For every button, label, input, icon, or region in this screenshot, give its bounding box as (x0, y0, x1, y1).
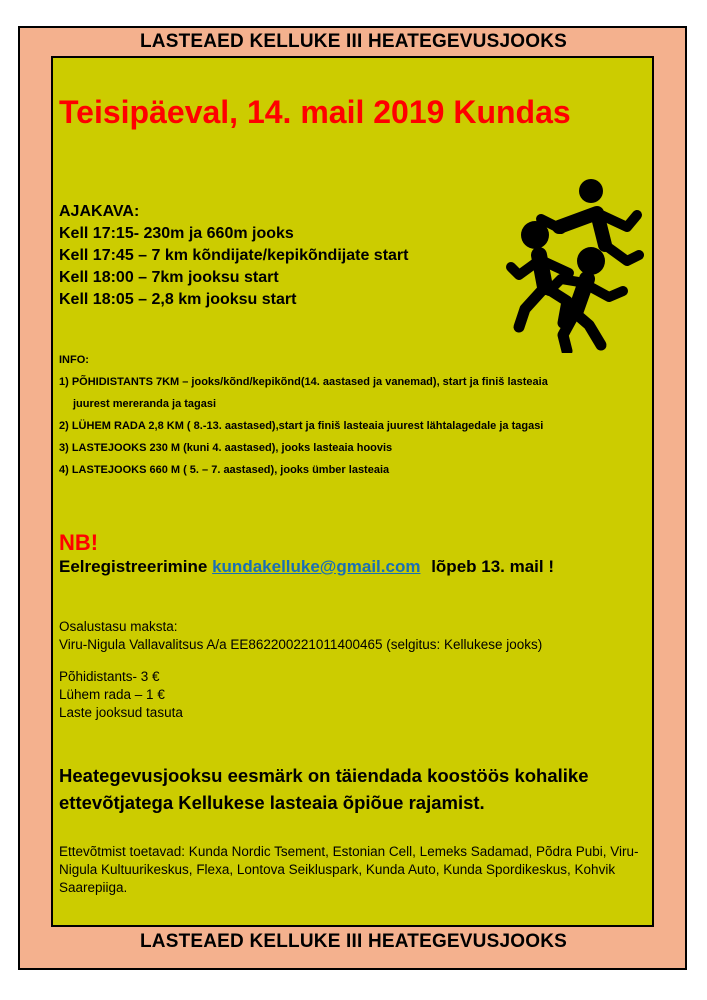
goal-line: Heategevusjooksu eesmärk on täiendada koostöös kohalike (59, 765, 589, 786)
price-list (59, 668, 183, 722)
running-figures-icon (505, 175, 645, 353)
event-headline: Teisipäeval, 14. mail 2019 Kundas (59, 94, 571, 130)
info-line: 4) LASTEJOOKS 660 M ( 5. – 7. aastased), jooks ümber lasteaia (59, 464, 390, 476)
fee-section (59, 618, 542, 654)
info-line: 1) PÕHIDISTANTS 7KM – jooks/kõnd/kepikõnd(14. aastased ja vanemad), start ja finiš lasteaia (59, 376, 548, 388)
sponsors-text: Ettevõtmist toetavad: Kunda Nordic Tsement, Estonian Cell, Lemeks Sadamad, Põdra Pubi, Viru-Nigula Kultuurikeskus, Flexa, Lontova Seikluspark, Kunda Auto, Kunda Spordikeskus, Kohvik Saarepiiga. (59, 844, 639, 895)
info-line: 2) LÜHEM RADA 2,8 KM ( 8.-13. aastased),start ja finiš lasteaia juurest lähtalagedale ja tagasi (59, 420, 544, 432)
info-line: juurest mereranda ja tagasi (73, 398, 217, 410)
schedule-line: Kell 17:15- 230m ja 660m jooks (59, 225, 294, 242)
schedule-line: Kell 18:00 – 7km jooksu start (59, 269, 279, 286)
registration-suffix: lõpeb 13. mail ! (431, 557, 555, 576)
registration-prefix: Eelregistreerimine (59, 557, 208, 576)
bottom-banner-title: LASTEAED KELLUKE III HEATEGEVUSJOOKS (139, 931, 567, 952)
info-line: 3) LASTEJOOKS 230 M (kuni 4. aastased), jooks lasteaia hoovis (59, 442, 393, 454)
fee-title: Osalustasu maksta: (59, 619, 178, 634)
schedule-section (59, 201, 408, 311)
goal-statement (59, 762, 589, 816)
price-item: Laste jooksud tasuta (59, 705, 183, 720)
schedule-line: Kell 17:45 – 7 km kõndijate/kepikõndijate start (59, 247, 409, 264)
info-section (59, 349, 548, 481)
top-banner-title: LASTEAED KELLUKE III HEATEGEVUSJOOKS (139, 31, 567, 52)
goal-line: ettevõtjatega Kellukese lasteaia õpiõue rajamist. (59, 792, 485, 813)
schedule-title: AJAKAVA: (59, 203, 140, 220)
info-title: INFO: (59, 354, 89, 366)
price-item: Lühem rada – 1 € (59, 687, 165, 702)
fee-account: Viru-Nigula Vallavalitsus A/a EE862200221011400465 (selgitus: Kellukese jooks) (59, 637, 543, 652)
schedule-line: Kell 18:05 – 2,8 km jooksu start (59, 291, 297, 308)
nb-label: NB! (59, 530, 99, 555)
price-item: Põhidistants- 3 € (59, 669, 160, 684)
registration-line (59, 556, 554, 578)
registration-email-link[interactable]: kundakelluke@gmail.com (212, 557, 421, 576)
